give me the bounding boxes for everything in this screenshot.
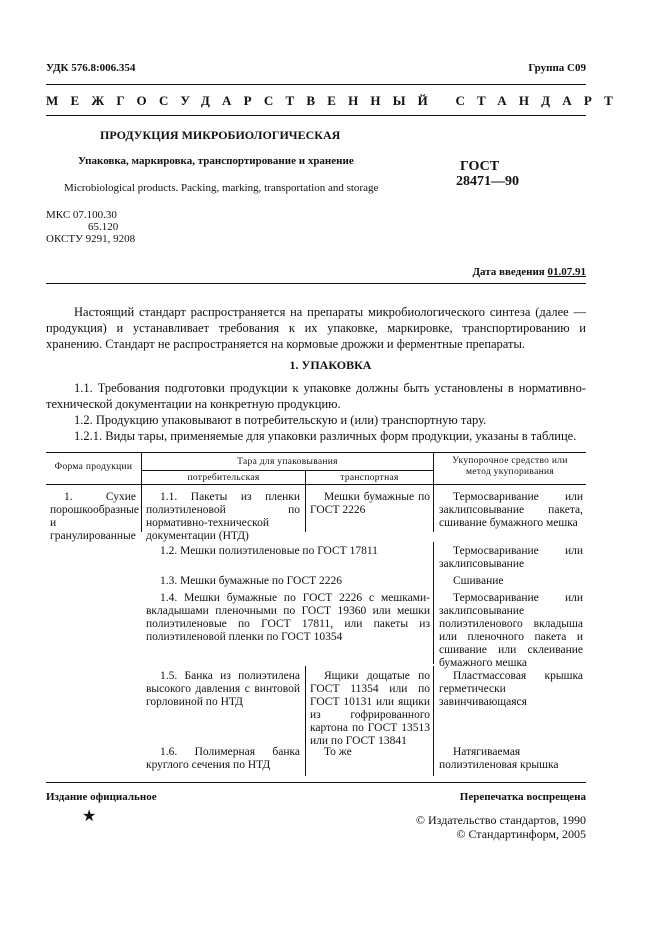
section-paragraph-1: 1.1. Требования подготовки продукции к упаковке должны быть установлены в нормативно-технической документации на конкретную продукцию. (46, 381, 586, 411)
table-vline-3-body-b (433, 542, 434, 664)
title-english: Microbiological products. Packing, marking, transportation and storage (64, 182, 379, 194)
intro-paragraph: Настоящий стандарт распространяется на препараты микробиологического синтеза (далее — продукция) и устанавливает требования к их упаковке, маркировке, транспортированию и хранению. Стандарт не распространяется на кормовые дрожжи и ферментные препараты. (46, 305, 586, 351)
consumer-cell: 1.6. Полимерная банка круглого сечения по НТД (146, 746, 300, 771)
consumer-cell: 1.3. Мешки бумажные по ГОСТ 2226 (160, 575, 343, 587)
date-rule (46, 283, 586, 284)
sealing-cell: Сшивание (453, 575, 504, 587)
consumer-cell: 1.2. Мешки полиэтиленовые по ГОСТ 17811 (160, 545, 378, 557)
table-header-line (46, 484, 586, 485)
header-form: Форма продукции (54, 462, 133, 472)
star-icon: ★ (82, 808, 97, 825)
table-vline-1-body (141, 484, 142, 532)
header-sealing: Укупорочное средство или метод укупоривания (452, 456, 568, 477)
banner-rule (46, 115, 586, 116)
sealing-cell: Термосваривание или заклипсовывание полиэтиленового вкладыша или пленочного пакета и сшивание или склеивание бумажного мешка (439, 592, 583, 669)
intro-date-label: Дата введения (472, 266, 545, 278)
reprint-notice: Перепечатка воспрещена (459, 791, 586, 803)
consumer-cell: 1.4. Мешки бумажные по ГОСТ 2226 с мешками-вкладышами пленочными по ГОСТ 19360 или мешки полиэтиленовые по ГОСТ 17811, или пакеты из полиэтиленовой пленки по ГОСТ 10354 (146, 592, 430, 643)
sealing-cell: Термосваривание или заклипсовывание (439, 545, 583, 570)
consumer-cell: 1.1. Пакеты из пленки полиэтиленовой по нормативно-технической документации (НТД) (146, 491, 300, 542)
copyright-2: © Стандартинформ, 2005 (456, 827, 586, 841)
standard-banner: МЕЖГОСУДАРСТВЕННЫЙ СТАНДАРТ (46, 93, 626, 108)
intro-date (472, 266, 586, 278)
copyright-1: © Издательство стандартов, 1990 (415, 813, 586, 827)
header-transport: транспортная (340, 473, 399, 483)
udk-code: УДК 576.8:006.354 (46, 62, 136, 74)
sealing-cell: Натягиваемая полиэтиленовая крышка (439, 746, 559, 771)
section-paragraph-2: 1.2. Продукцию упаковывают в потребительскую и (или) транспортную тару. (74, 413, 487, 427)
top-rule (46, 84, 586, 85)
table-vline-2-body-b (305, 666, 306, 776)
header-consumer: потребительская (187, 473, 260, 483)
table-top-line (46, 452, 586, 453)
table-form-value: 1. Сухие порошкообразные и гранулированные (50, 491, 139, 542)
group-code: Группа С09 (528, 62, 586, 74)
table-vline-2-body-a (305, 484, 306, 532)
table-bottom-line (46, 782, 586, 783)
consumer-cell: 1.5. Банка из полиэтилена высокого давления с винтовой горловиной по НТД (146, 670, 300, 708)
intro-date-value: 01.07.91 (547, 266, 586, 278)
gost-label: ГОСТ (460, 159, 500, 174)
title-main: ПРОДУКЦИЯ МИКРОБИОЛОГИЧЕСКАЯ (100, 128, 341, 142)
mks-code-1: МКС 07.100.30 (46, 209, 117, 221)
table-sub-header-line (141, 470, 433, 471)
mks-code-2: 65.120 (88, 221, 119, 233)
section-title: 1. УПАКОВКА (289, 358, 372, 372)
title-subtitle: Упаковка, маркировка, транспортирование и хранение (78, 155, 354, 167)
okstu-code: ОКСТУ 9291, 9208 (46, 233, 136, 245)
sealing-cell: Пластмассовая крышка герметически завинчивающаяся (439, 670, 583, 708)
transport-cell: То же (324, 746, 352, 758)
header-tara: Тара для упаковывания (237, 457, 338, 467)
section-paragraph-3: 1.2.1. Виды тары, применяемые для упаковки различных форм продукции, указаны в таблице. (74, 429, 577, 443)
gost-number: 28471—90 (456, 174, 519, 189)
transport-cell: Мешки бумажные по ГОСТ 2226 (310, 491, 430, 516)
table-vline-3 (433, 452, 434, 484)
table-vline-3-body-c (433, 666, 434, 776)
official-edition: Издание официальное (46, 791, 157, 803)
transport-cell: Ящики дощатые по ГОСТ 11354 или по ГОСТ 10131 или ящики из гофрированного картона по ГОСТ 13513 или по ГОСТ 13841 (310, 670, 430, 747)
table-vline-3-body-a (433, 484, 434, 532)
sealing-cell: Термосваривание или заклипсовывание пакета, сшивание бумажного мешка (439, 491, 583, 529)
